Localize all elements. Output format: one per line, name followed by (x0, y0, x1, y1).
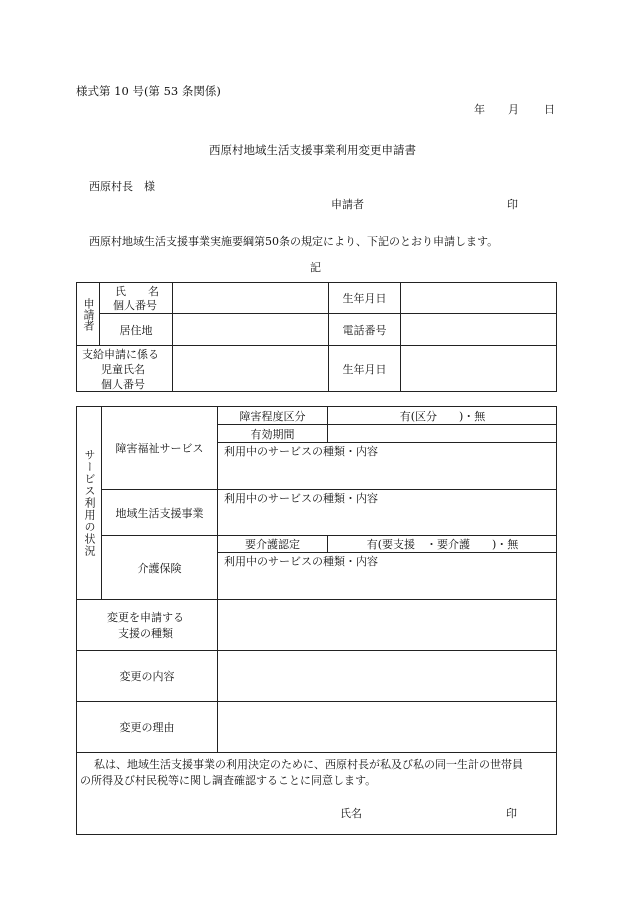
service-status-side-label: サービス利用の状況 (83, 449, 96, 557)
name-label: 氏 名 (115, 285, 159, 298)
services-in-use-label-2: 利用中のサービスの種類・内容 (224, 492, 378, 505)
consent-text-line2: の所得及び村民税等に関し調査確認することに同意します。 (80, 774, 377, 787)
ki-label: 記 (310, 261, 321, 274)
phone-field[interactable] (401, 314, 557, 345)
disability-level-value[interactable]: 有(区分 )・無 (399, 409, 486, 423)
phone-label: 電話番号 (342, 323, 387, 337)
applicant-side-label: 申請者 (82, 297, 95, 331)
date-year-label: 年 (474, 103, 485, 116)
child-label-line1: 支給申請に係る (82, 348, 159, 361)
child-dob-label: 生年月日 (342, 362, 387, 376)
address-field[interactable] (173, 314, 328, 345)
valid-period-label: 有効期間 (250, 427, 295, 441)
community-support-label: 地域生活支援事業 (115, 506, 204, 520)
body-text: 西原村地域生活支援事業実施要綱第50条の規定により、下記のとおり申請します。 (89, 235, 499, 248)
form-number: 様式第 10 号(第 53 条関係) (76, 84, 221, 98)
service-table (76, 406, 557, 835)
change-content-field[interactable] (218, 651, 557, 701)
signature-name-label: 氏名 (340, 807, 362, 820)
address-label: 居住地 (119, 323, 153, 337)
change-reason-label: 変更の理由 (119, 721, 175, 734)
kojin-number-label: 個人番号 (113, 299, 157, 312)
services-in-use-label-3: 利用中のサービスの種類・内容 (224, 555, 378, 568)
applicant-table (76, 282, 557, 392)
document-title: 西原村地域生活支援事業利用変更申請書 (209, 143, 416, 157)
child-dob-field[interactable] (401, 346, 557, 391)
child-name-field[interactable] (173, 346, 328, 391)
name-field[interactable] (173, 283, 328, 313)
signature-seal: 印 (506, 807, 517, 820)
services-in-use-label-1: 利用中のサービスの種類・内容 (224, 445, 378, 458)
date-month-label: 月 (508, 103, 519, 116)
child-label-line2: 児童氏名 (101, 363, 145, 376)
welfare-service-label: 障害福祉サービス (115, 442, 204, 455)
care-insurance-label: 介護保険 (137, 561, 182, 575)
change-reason-field[interactable] (218, 702, 557, 752)
disability-level-label: 障害程度区分 (239, 409, 306, 423)
change-content-label: 変更の内容 (119, 670, 175, 683)
care-certification-label: 要介護認定 (245, 538, 300, 551)
change-type-label-line1: 変更を申請する (107, 611, 184, 624)
care-certification-value[interactable]: 有(要支援 ・要介護 )・無 (366, 538, 519, 551)
valid-period-field[interactable] (328, 425, 557, 442)
applicant-seal: 印 (507, 198, 518, 211)
applicant-label: 申請者 (331, 198, 364, 211)
consent-text-line1: 私は、地域生活支援事業の利用決定のために、西原村長が私及び私の同一生計の世帯員 (94, 758, 523, 771)
date-day-label: 日 (544, 103, 555, 116)
addressee: 西原村長 様 (89, 180, 155, 193)
change-type-label-line2: 支援の種類 (118, 627, 173, 640)
dob-field[interactable] (401, 283, 557, 313)
child-label-line3: 個人番号 (101, 378, 145, 391)
dob-label: 生年月日 (342, 292, 387, 305)
change-type-field[interactable] (218, 600, 557, 650)
